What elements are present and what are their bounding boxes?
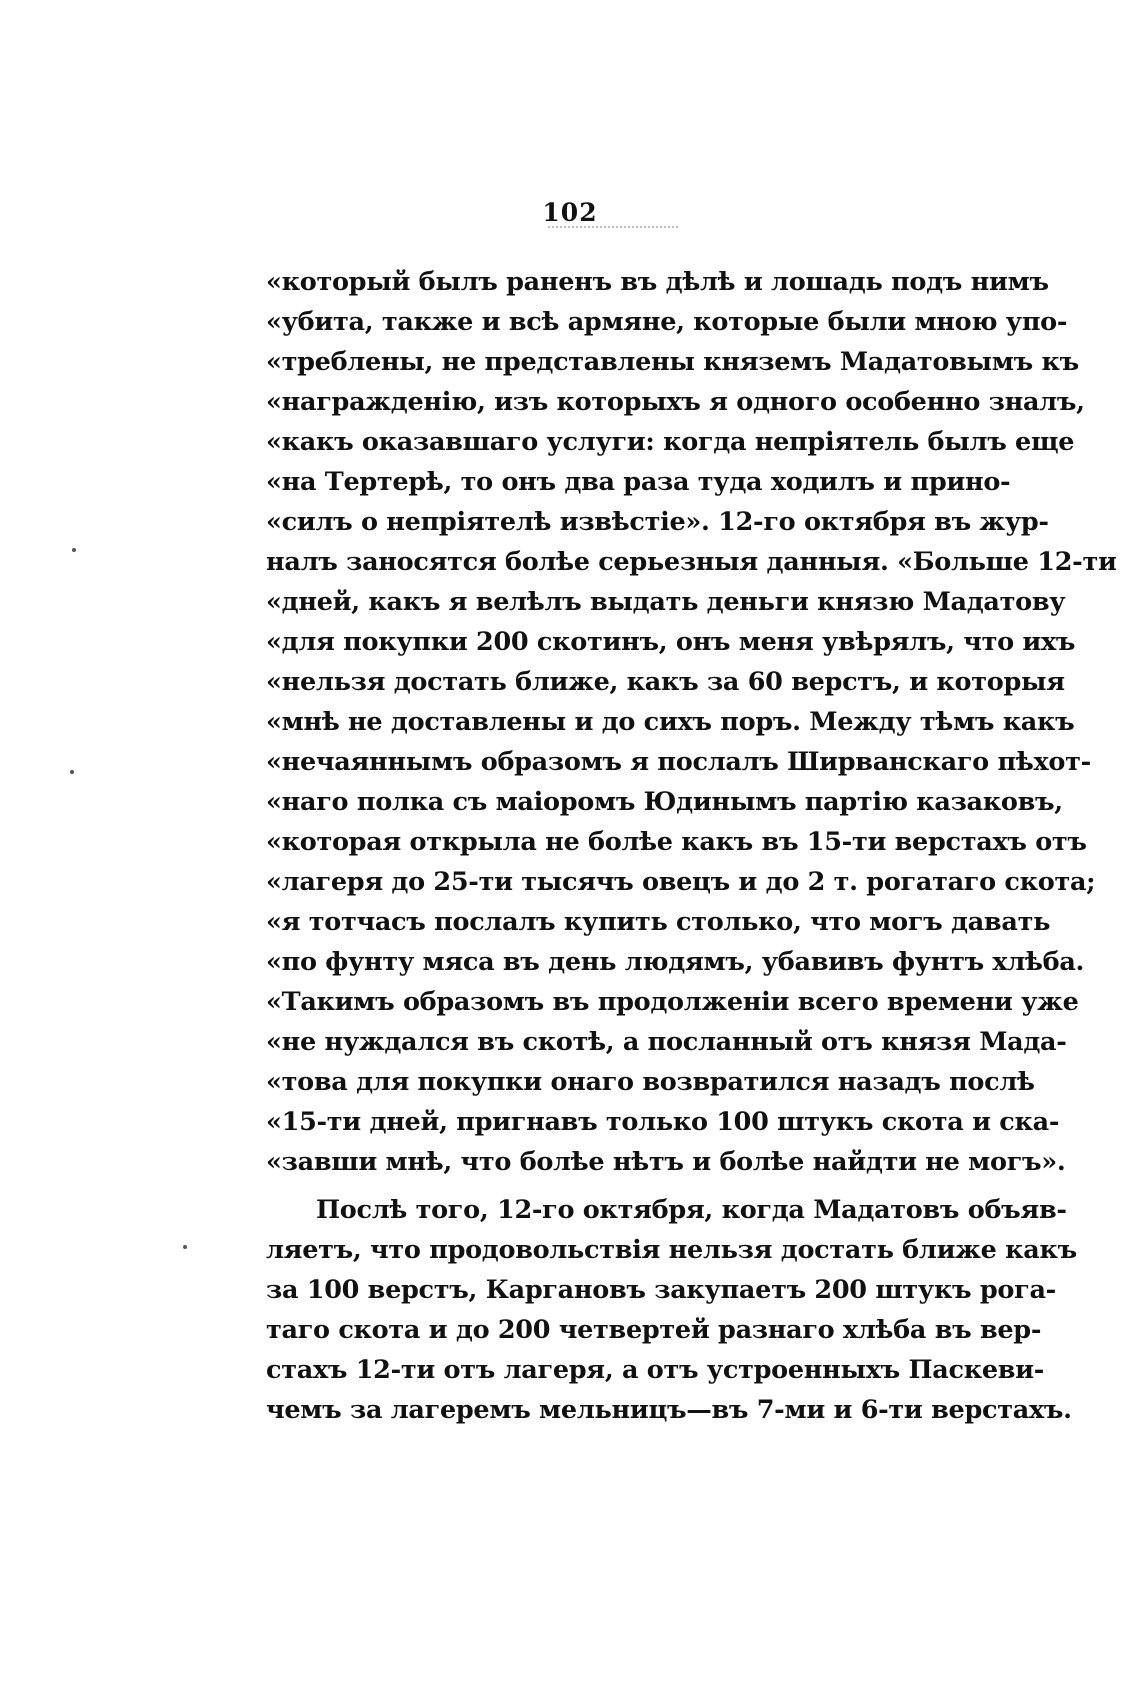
text-line: «нечаяннымъ образомъ я послалъ Ширванскаго пѣхот- (266, 747, 1091, 777)
text-line: за 100 верстъ, Каргановъ закупаетъ 200 штукъ рога- (266, 1275, 1056, 1305)
text-line: «для покупки 200 скотинъ, онъ меня увѣрялъ, что ихъ (266, 627, 1076, 657)
margin-speck (72, 548, 76, 552)
paragraph-gap (266, 1182, 978, 1190)
text-line: стахъ 12-ти отъ лагеря, а отъ устроенныхъ Паскеви- (266, 1355, 1045, 1385)
text-line: «дней, какъ я велѣлъ выдать деньги князю Мадатову (266, 587, 1066, 617)
text-line: ляетъ, что продовольствія нельзя достать ближе какъ (266, 1235, 1077, 1265)
text-line: Послѣ того, 12-го октября, когда Мадатовъ объяв- (316, 1195, 1067, 1225)
margin-speck (183, 1245, 187, 1249)
text-line: «наго полка съ маіоромъ Юдинымъ партію казаковъ, (266, 787, 1063, 817)
text-line: налъ заносятся болѣе серьезныя данныя. «Больше 12-ти (266, 547, 1117, 577)
text-line: «силъ о непріятелѣ извѣстіе». 12-го октября въ жур- (266, 507, 1049, 537)
text-line: «на Тертерѣ, то онъ два раза туда ходилъ и прино- (266, 467, 1011, 497)
margin-speck (70, 770, 74, 774)
text-line: «мнѣ не доставлены и до сихъ поръ. Между тѣмъ какъ (266, 707, 1075, 737)
text-line: чемъ за лагеремъ мельницъ—въ 7-ми и 6-ти верстахъ. (266, 1395, 1072, 1425)
text-line: «который былъ раненъ въ дѣлѣ и лошадь подъ нимъ (266, 267, 1049, 297)
page-number-underline-ornament (548, 226, 678, 234)
text-line: «лагеря до 25-ти тысячъ овецъ и до 2 т. рогатаго скота; (266, 867, 1096, 897)
text-line: «награжденію, изъ которыхъ я одного особенно зналъ, (266, 387, 1085, 417)
text-line: «не нуждался въ скотѣ, а посланный отъ князя Мада- (266, 1027, 1067, 1057)
paragraph-1 (266, 262, 1117, 1182)
text-line: «которая открыла не болѣе какъ въ 15-ти верстахъ отъ (266, 827, 1087, 857)
text-line: «треблены, не представлены княземъ Мадатовымъ къ (266, 347, 1079, 377)
page-number: 102 (542, 198, 598, 227)
text-line: «нельзя достать ближе, какъ за 60 верстъ, и которыя (266, 667, 1065, 697)
text-line: «Такимъ образомъ въ продолженіи всего времени уже (266, 987, 1079, 1017)
paragraph-2 (266, 1190, 1077, 1430)
text-line: «по фунту мяса въ день людямъ, убавивъ фунтъ хлѣба. (266, 947, 1085, 977)
text-line: «какъ оказавшаго услуги: когда непріятель былъ еще (266, 427, 1075, 457)
text-line: «това для покупки онаго возвратился назадъ послѣ (266, 1067, 1035, 1097)
text-line: таго скота и до 200 четвертей разнаго хлѣба въ вер- (266, 1315, 1042, 1345)
text-line: «я тотчасъ послалъ купить столько, что могъ давать (266, 907, 1051, 937)
text-line: «15-ти дней, пригнавъ только 100 штукъ скота и ска- (266, 1107, 1060, 1137)
body-text (266, 262, 1117, 1430)
text-line: «убита, также и всѣ армяне, которые были мною упо- (266, 307, 1068, 337)
text-line: «завши мнѣ, что болѣе нѣтъ и болѣе найдти не могъ». (266, 1147, 1066, 1177)
